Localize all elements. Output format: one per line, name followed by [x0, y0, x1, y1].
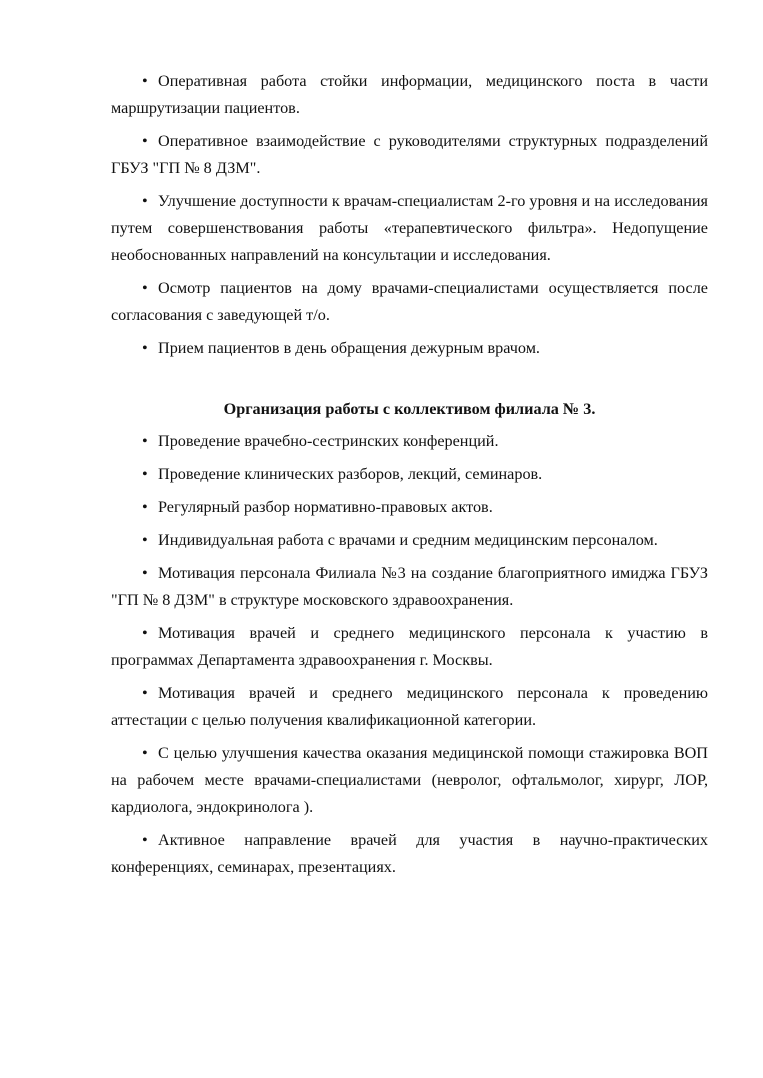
- list-item: [111, 128, 708, 182]
- list-item: [111, 461, 708, 488]
- bullet-icon: •: [142, 831, 148, 849]
- list-item: [111, 335, 708, 362]
- list-item-text: Индивидуальная работа с врачами и средним медицинским персоналом.: [158, 531, 658, 549]
- list-item-text: Улучшение доступности к врачам-специалистам 2-го уровня и на исследования путем совершенствования работы «терапевтического фильтра». Недопущение необоснованных направлений на консультации и исследования.: [111, 192, 708, 264]
- list-item-text: Прием пациентов в день обращения дежурным врачом.: [158, 339, 540, 357]
- list-item: [111, 740, 708, 821]
- list-item: [111, 188, 708, 269]
- list-item-text: Проведение клинических разборов, лекций, семинаров.: [158, 465, 543, 483]
- bullet-icon: •: [142, 432, 148, 450]
- bullet-icon: •: [142, 564, 148, 582]
- list-item-text: Оперативная работа стойки информации, медицинского поста в части маршрутизации пациентов.: [111, 72, 708, 117]
- bullet-icon: •: [142, 744, 148, 762]
- bullet-icon: •: [142, 531, 148, 549]
- bullet-icon: •: [142, 684, 148, 702]
- section-heading: Организация работы с коллективом филиала № 3.: [223, 400, 596, 418]
- list-item: [111, 560, 708, 614]
- bullet-icon: •: [142, 498, 148, 516]
- list-item-text: С целью улучшения качества оказания медицинской помощи стажировка ВОП на рабочем месте врачами-специалистами (невролог, офтальмолог, хирург, ЛОР, кардиолога, эндокринолога ).: [111, 744, 708, 816]
- list-item: [111, 827, 708, 881]
- list-item-text: Осмотр пациентов на дому врачами-специалистами осуществляется после согласования с заведующей т/о.: [111, 279, 708, 324]
- bullet-icon: •: [142, 72, 148, 90]
- list-item: [111, 680, 708, 734]
- section-routing-list: [111, 68, 708, 362]
- list-item-text: Проведение врачебно-сестринских конференций.: [158, 432, 499, 450]
- list-item-text: Мотивация персонала Филиала №3 на создание благоприятного имиджа ГБУЗ "ГП № 8 ДЗМ" в структуре московского здравоохранения.: [111, 564, 708, 609]
- list-item: [111, 68, 708, 122]
- list-item-text: Мотивация врачей и среднего медицинского персонала к проведению аттестации с целью получения квалификационной категории.: [111, 684, 708, 729]
- list-item: [111, 494, 708, 521]
- section-staff-list: [111, 428, 708, 881]
- bullet-icon: •: [142, 465, 148, 483]
- bullet-icon: •: [142, 132, 148, 150]
- list-item-text: Мотивация врачей и среднего медицинского персонала к участию в программах Департамента здравоохранения г. Москвы.: [111, 624, 708, 669]
- list-item: [111, 620, 708, 674]
- bullet-icon: •: [142, 192, 148, 210]
- bullet-icon: •: [142, 624, 148, 642]
- list-item-text: Регулярный разбор нормативно-правовых актов.: [158, 498, 493, 516]
- list-item-text: Оперативное взаимодействие с руководителями структурных подразделений ГБУЗ "ГП № 8 ДЗМ".: [111, 132, 708, 177]
- list-item: [111, 275, 708, 329]
- list-item: [111, 428, 708, 455]
- list-item-text: Активное направление врачей для участия в научно-практических конференциях, семинарах, презентациях.: [111, 831, 708, 876]
- bullet-icon: •: [142, 339, 148, 357]
- list-item: [111, 527, 708, 554]
- bullet-icon: •: [142, 279, 148, 297]
- document-page: [111, 68, 708, 887]
